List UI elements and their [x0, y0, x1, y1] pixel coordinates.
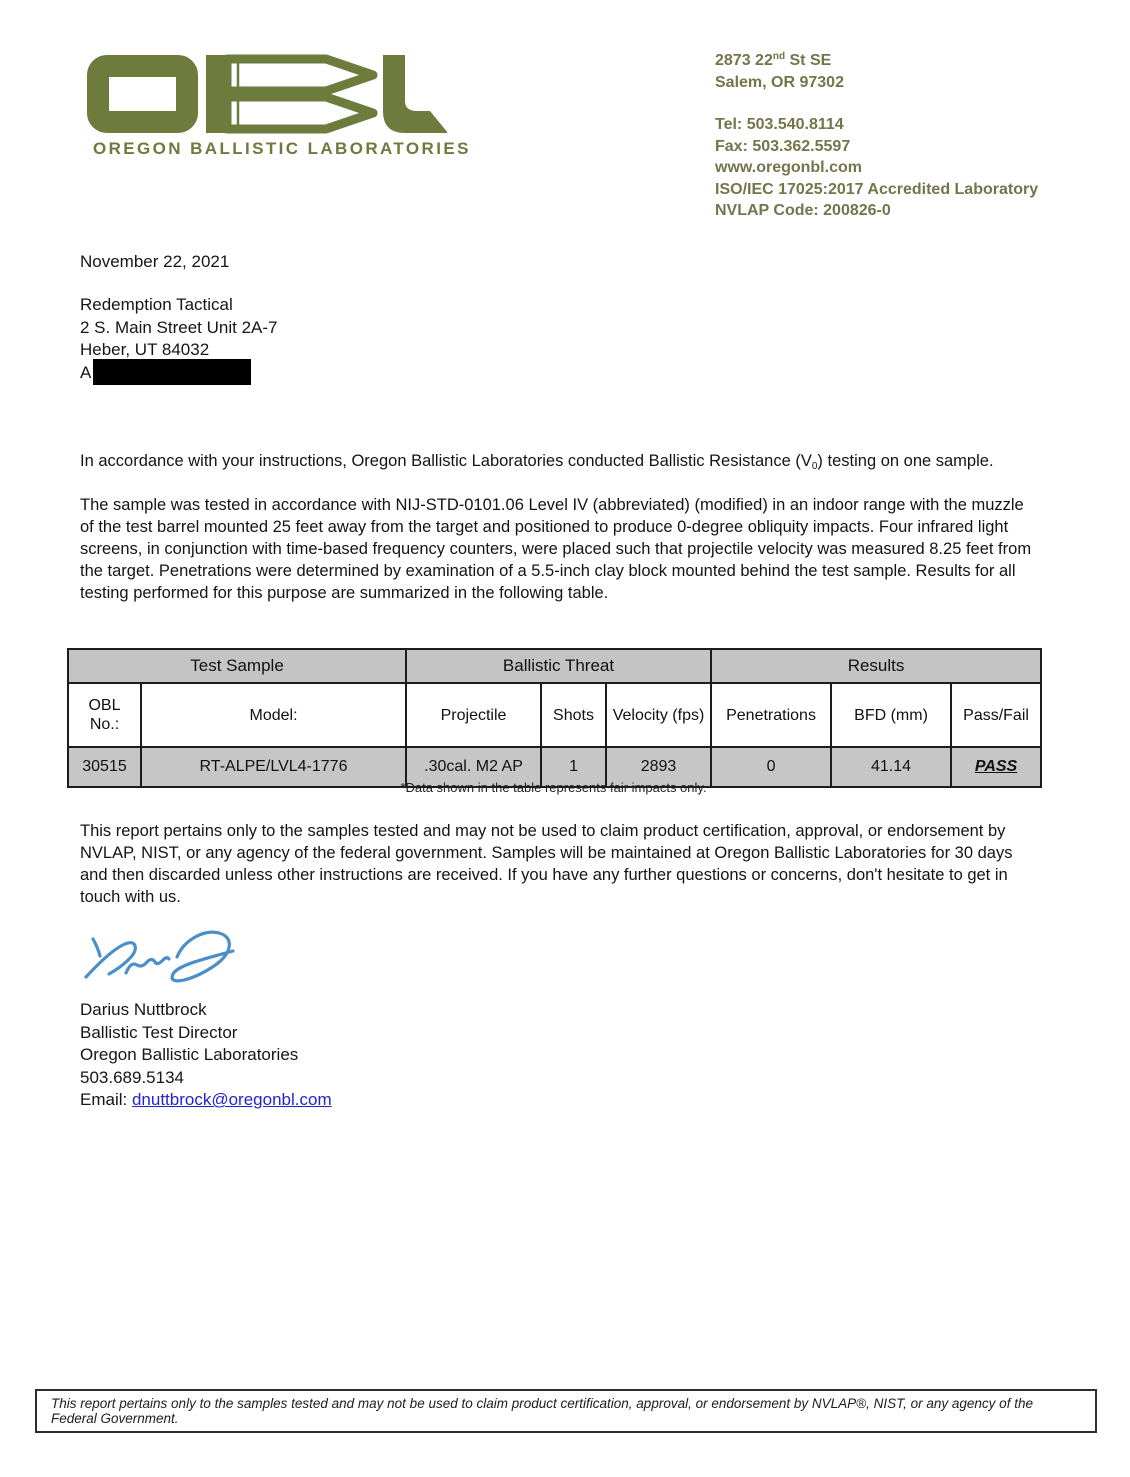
nvlap-code-line: NVLAP Code: 200826-0	[715, 202, 891, 219]
address-line-1: 2873 22nd St SE	[715, 51, 832, 69]
recipient-name: Redemption Tactical	[80, 295, 233, 314]
redaction-bar	[93, 359, 251, 385]
accreditation-line: ISO/IEC 17025:2017 Accredited Laboratory	[715, 180, 1039, 198]
col-header-obl-no: OBL No.:	[68, 683, 141, 747]
group-header-results: Results	[711, 649, 1041, 683]
disclaimer-paragraph: This report pertains only to the samples tested and may not be used to claim product certification, approval, or endorsement by NVLAP, NIST, or any agency of the federal government. Samples will be maintained at Oregon Ballistic Laboratories for 30 days and then discarded unless other instructions are received. If you have any further questions or concerns, don't hesitate to get in touch with us.	[80, 822, 1013, 906]
redacted-address-line: A	[80, 359, 251, 385]
test-method-paragraph: The sample was tested in accordance with NIJ-STD-0101.06 Level IV (abbreviated) (modified) in an indoor range with the muzzle of the test barrel mounted 25 feet away from the target and positioned to produce 0-degree obliquity impacts. Four infrared light screens, in conjunction with time-based frequency counters, were placed such that projectile velocity was measured 8.25 feet from the target. Penetrations were determined by examination of a 5.5-inch clay block mounted behind the test sample. Results for all testing performed for this purpose are summarized in the following table.	[80, 496, 1032, 602]
col-header-shots: Shots	[541, 683, 606, 747]
signer-phone: 503.689.5134	[80, 1067, 184, 1087]
cell-penetrations: 0	[711, 747, 831, 787]
obl-logo-icon	[75, 53, 447, 135]
cell-shots: 1	[541, 747, 606, 787]
email-link[interactable]: dnuttbrock@oregonbl.com	[131, 1090, 332, 1109]
cell-velocity: 2893	[606, 747, 711, 787]
intro-paragraph: In accordance with your instructions, Oregon Ballistic Laboratories conducted Ballistic Resistance $(V_0)$ testing on one sample.	[80, 452, 994, 472]
address-line-2: Salem, OR 97302	[715, 73, 844, 91]
signer-name: Darius Nuttbrock	[80, 1000, 207, 1019]
v0-subscript: 0	[811, 461, 818, 472]
footer-disclaimer-box	[35, 1389, 1097, 1433]
col-header-bfd: BFD (mm)	[831, 683, 951, 747]
group-header-ballistic-threat: Ballistic Threat	[406, 649, 711, 683]
cell-projectile: .30cal. M2 AP	[406, 747, 541, 787]
email-label: Email:	[80, 1090, 132, 1109]
fax-line: Fax: 503.362.5597	[715, 137, 851, 155]
footer-disclaimer-text: This report pertains only to the samples tested and may not be used to claim product certification, approval, or endorsement by NVLAP®, NIST, or any agency of the Federal Government.	[51, 1396, 1033, 1426]
recipient-street: 2 S. Main Street Unit 2A-7	[80, 317, 278, 337]
signer-email-line	[80, 1089, 332, 1112]
tel-line: Tel: 503.540.8114	[715, 116, 844, 133]
col-header-model: Model:	[141, 683, 406, 747]
table-footnote: *Data shown in the table represents fair impacts only.	[400, 780, 707, 795]
col-header-pass-fail: Pass/Fail	[951, 683, 1041, 747]
logo-subtitle: OREGON BALLISTIC LABORATORIES	[93, 139, 471, 158]
recipient-address-block	[80, 294, 277, 362]
website-line: www.oregonbl.com	[715, 159, 862, 176]
col-header-penetrations: Penetrations	[711, 683, 831, 747]
col-header-projectile: Projectile	[406, 683, 541, 747]
letter-date: November 22, 2021	[80, 252, 230, 271]
signer-title: Ballistic Test Director	[80, 1022, 238, 1042]
letterhead-contact-block	[715, 46, 1038, 222]
signer-block	[80, 999, 332, 1112]
cell-model: RT-ALPE/LVL4-1776	[141, 747, 406, 787]
cell-bfd: 41.14	[831, 747, 951, 787]
cell-pass-fail: PASS	[951, 747, 1041, 787]
signer-company: Oregon Ballistic Laboratories	[80, 1045, 299, 1064]
col-header-velocity: Velocity (fps)	[606, 683, 711, 747]
recipient-city: Heber, UT 84032	[80, 340, 210, 359]
group-header-test-sample: Test Sample	[68, 649, 406, 683]
cell-obl-no: 30515	[68, 747, 141, 787]
ordinal-superscript: nd	[772, 51, 786, 62]
results-table	[67, 648, 1040, 788]
handwritten-signature	[82, 924, 240, 996]
